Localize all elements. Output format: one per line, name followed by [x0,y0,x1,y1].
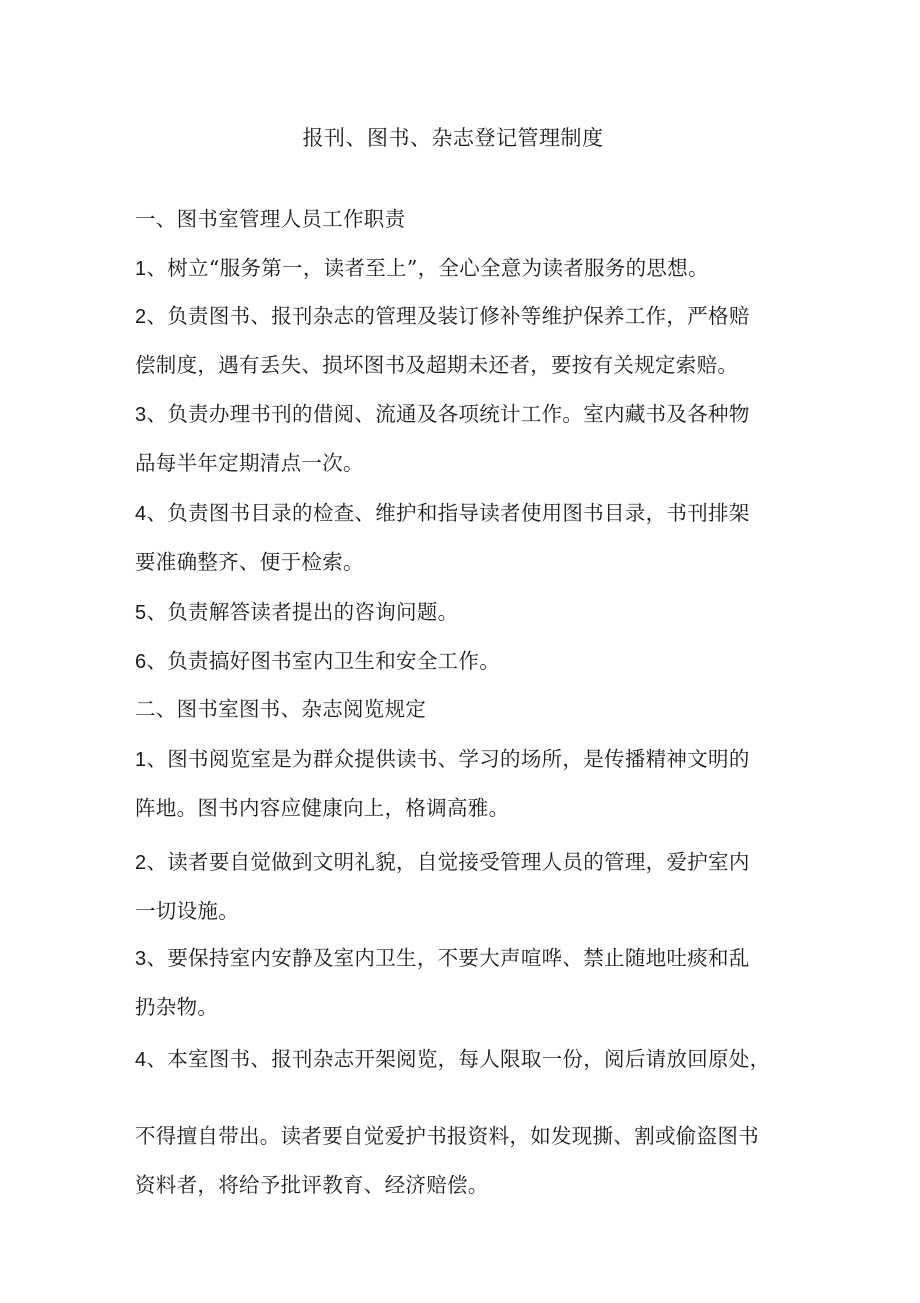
section-2-item-3 [135,934,785,1032]
item-text: 、读者要自觉做到文明礼貌，自觉接受管理人员的管理，爱护室内 [146,850,750,874]
section-1-item-2 [135,292,785,390]
item-text-continued: 要准确整齐、便于检索。 [135,550,364,574]
item-text-continued: 阵地。图书内容应健康向上，格调高雅。 [135,796,510,820]
section-heading-2: 二、图书室图书、杂志阅览规定 [135,697,427,721]
item-number: 3 [135,948,147,970]
item-text: 、负责搞好图书室内卫生和安全工作。 [146,649,501,673]
item-number: 6 [135,651,147,673]
item-number: 2 [135,306,147,328]
item-text-continued: 扔杂物。 [135,995,219,1019]
item-number: 5 [135,602,147,624]
section-1-item-1 [135,244,785,293]
item-text-continued: 品每半年定期清点一次。 [135,451,364,475]
continuation-line: 不得擅自带出。读者要自觉爱护书报资料，如发现撕、割或偷盗图书 [135,1124,759,1148]
section-1-item-4 [135,489,785,587]
item-number: 4 [135,1049,147,1071]
item-text-continued: 偿制度，遇有丢失、损坏图书及超期未还者，要按有关规定索赔。 [135,353,739,377]
section-heading-1: 一、图书室管理人员工作职责 [135,207,406,231]
item-text: 、要保持室内安静及室内卫生，不要大声喧哗、禁止随地吐痰和乱 [146,946,750,970]
item-number: 4 [135,503,147,525]
item-text-continued: 一切设施。 [135,899,239,923]
section-2-item-2 [135,838,785,936]
section-1-item-3 [135,390,785,488]
item-text: 、负责图书目录的检查、维护和指导读者使用图书目录，书刊排架 [146,501,750,525]
section-1-item-5 [135,588,785,637]
item-text: 、树立“服务第一，读者至上”，全心全意为读者服务的思想。 [146,256,709,280]
continuation-line: 资料者，将给予批评教育、经济赔偿。 [135,1173,489,1197]
section-1-item-6 [135,637,785,686]
item-text: 、负责办理书刊的借阅、流通及各项统计工作。室内藏书及各种物 [146,402,750,426]
item-number: 3 [135,404,147,426]
item-text: 、负责解答读者提出的咨询问题。 [146,600,459,624]
item-number: 1 [135,749,147,771]
page-title: 报刊、图书、杂志登记管理制度 [302,126,604,150]
item-text: 、负责图书、报刊杂志的管理及装订修补等维护保养工作，严格赔 [146,304,750,328]
item-number: 2 [135,852,147,874]
item-text: 、本室图书、报刊杂志开架阅览，每人限取一份，阅后请放回原处， [146,1047,771,1071]
section-2-item-1 [135,735,785,833]
section-2-item-4 [135,1035,785,1084]
item-number: 1 [135,258,147,280]
item-text: 、图书阅览室是为群众提供读书、学习的场所，是传播精神文明的 [146,747,750,771]
section-2-item-4-continuation [135,1112,785,1210]
